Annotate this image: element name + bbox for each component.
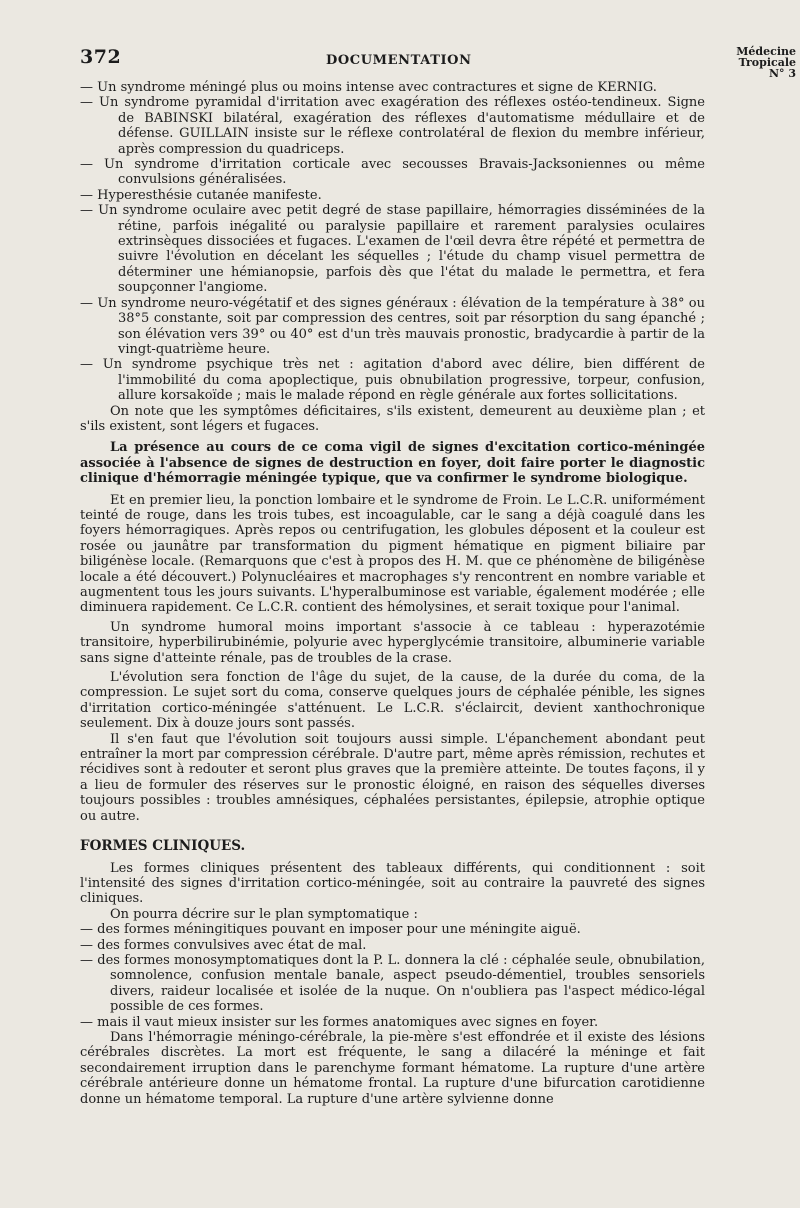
body-text xyxy=(80,80,705,1107)
page-number: 372 xyxy=(80,46,122,68)
journal-line-1: Médecine xyxy=(736,45,796,58)
neurovegetative-syndrome-item: — Un syndrome neuro-végétatif et des signes généraux : élévation de la température à 38° ou 38°5 constante, soit par compression des centres, soit par résorption du sang épanché ; son élévation vers 39° ou 40° est d'un très mauvais pronostic, bradycardie à partir de la vingt-quatrième heure. xyxy=(80,295,705,357)
section-heading: FORMES CLINIQUES. xyxy=(80,838,246,855)
convulsive-forms-item: — des formes convulsives avec état de mal. xyxy=(80,937,367,953)
deficit-symptoms-paragraph: On note que les symptômes déficitaires, s'ils existent, demeurent au deuxième plan ; et s'ils existent, sont légers et fugaces. xyxy=(80,403,705,434)
monosymptomatic-forms-item: — des formes monosymptomatiques dont la P. L. donnera la clé : céphalée seule, obnubilation, somnolence, confusion mentale banale, aspect pseudo-démentiel, troubles sensoriels divers, raideur localisée et isolée de la nuque. On n'oubliera pas l'aspect médico-légal possible de ces formes. xyxy=(80,952,705,1015)
journal-line-3: N° 3 xyxy=(768,67,796,80)
anatomic-forms-item: — mais il vaut mieux insister sur les formes anatomiques avec signes en foyer. xyxy=(80,1014,599,1030)
meningitic-forms-item: — des formes méningitiques pouvant en imposer pour une méningite aiguë. xyxy=(80,922,581,938)
ocular-syndrome-item: — Un syndrome oculaire avec petit degré de stase papillaire, hémorragies disséminées de la rétine, parfois inégalité ou paralysie papillaire et rarement paralysies oculaires extrinsèques dissociées et fugaces. L'examen de l'œil devra être répété et permettra de suivre l'évolution en décelant les séquelles ; l'étude du champ visuel permettra de déterminer une hémianopsie, parfois dès que l'état du malade le permettra, et fera soupçonner l'angiome. xyxy=(80,203,705,296)
journal-label xyxy=(724,46,796,79)
psychic-syndrome-item: — Un syndrome psychique très net : agitation d'abord avec délire, bien différent de l'immobilité du coma apoplectique, puis obnubilation progressive, torpeur, confusion, allure korsakoïde ; mais le malade répond en règle générale aux fortes sollicitations. xyxy=(80,357,705,404)
meningeal-syndrome-item: — Un syndrome méningé plus ou moins intense avec contractures et signe de KERNIG. xyxy=(80,80,657,95)
running-head: DOCUMENTATION xyxy=(326,53,472,68)
humoral-syndrome-paragraph: Un syndrome humoral moins important s'associe à ce tableau : hyperazotémie transitoire, hyperbilirubinémie, polyurie avec hyperglycémie transitoire, albuminerie variable sans signe d'atteinte rénale, pas de troubles de la crase. xyxy=(80,619,705,666)
hyperesthesia-item: — Hyperesthésie cutanée manifeste. xyxy=(80,187,322,203)
diagnosis-paragraph: La présence au cours de ce coma vigil de signes d'excitation cortico-méningée associée à l'absence de signes de destruction en foyer, doit faire porter le diagnostic clinique d'hémorragie méningée typique, que va confirmer le syndrome biologique. xyxy=(80,440,705,487)
lumbar-puncture-paragraph: Et en premier lieu, la ponction lombaire et le syndrome de Froin. Le L.C.R. uniformément teinté de rouge, dans les trois tubes, est incoagulable, car le sang a déjà coagulé dans les foyers hémorragiques. Après repos ou centrifugation, les globules déposent et la couleur est rosée ou jaunâtre par transformation du pigment hématique en pigment biliaire par biligénèse locale. (Remarquons que c'est à propos des H. M. que ce phénomène de biligénèse locale a été découvert.) Polynucléaires et macrophages s'y rencontrent en nombre variable et augmentent tous les jours suivants. L'hyperalbuminose est variable, également modérée ; elle diminuera rapidement. Ce L.C.R. contient des hémolysines, et serait toxique pour l'animal. xyxy=(80,492,705,616)
meningo-cerebral-paragraph: Dans l'hémorragie méningo-cérébrale, la pie-mère s'est effondrée et il existe des lésions cérébrales discrètes. La mort est fréquente, le sang a dilacéré la méninge et fait secondairement irruption dans le parenchyme formant hématome. La rupture d'une artère cérébrale antérieure donne un hématome frontal. La rupture d'une bifurcation carotidienne donne un hématome temporal. La rupture d'une artère sylvienne donne xyxy=(80,1029,705,1107)
pyramidal-syndrome-item: — Un syndrome pyramidal d'irritation avec exagération des réflexes ostéo-tendineux. Signe de BABINSKI bilatéral, exagération des réflexes d'automatisme médullaire et de défense. GUILLAIN insiste sur le réflexe controlatéral de flexion du membre inférieur, après compression du quadriceps. xyxy=(80,95,705,157)
clinical-forms-intro: Les formes cliniques présentent des tableaux différents, qui conditionnent : soit l'intensité des signes d'irritation cortico-méningée, soit au contraire la pauvreté des signes cliniques. xyxy=(80,860,705,907)
cortical-irritation-item: — Un syndrome d'irritation corticale avec secousses Bravais-Jacksoniennes ou même convulsions généralisées. xyxy=(80,157,705,188)
evolution-paragraph: L'évolution sera fonction de l'âge du sujet, de la cause, de la durée du coma, de la compression. Le sujet sort du coma, conserve quelques jours de céphalée pénible, les signes d'irritation cortico-méningée s'atténuent. Le L.C.R. s'éclaircit, devient xanthochronique seulement. Dix à douze jours sont passés. xyxy=(80,670,705,732)
prognosis-paragraph: Il s'en faut que l'évolution soit toujours aussi simple. L'épanchement abondant peut entraîner la mort par compression cérébrale. D'autre part, même après rémission, rechutes et récidives sont à redouter et seront plus graves que la première atteinte. De toutes façons, il y a lieu de formuler des réserves sur le pronostic éloigné, en raison des séquelles diverses toujours possibles : troubles amnésiques, céphalées persistantes, épilepsie, atrophie optique ou autre. xyxy=(80,731,705,824)
symptomatic-plan-intro: On pourra décrire sur le plan symptomatique : xyxy=(110,906,418,922)
journal-line-2: Tropicale xyxy=(738,56,796,69)
